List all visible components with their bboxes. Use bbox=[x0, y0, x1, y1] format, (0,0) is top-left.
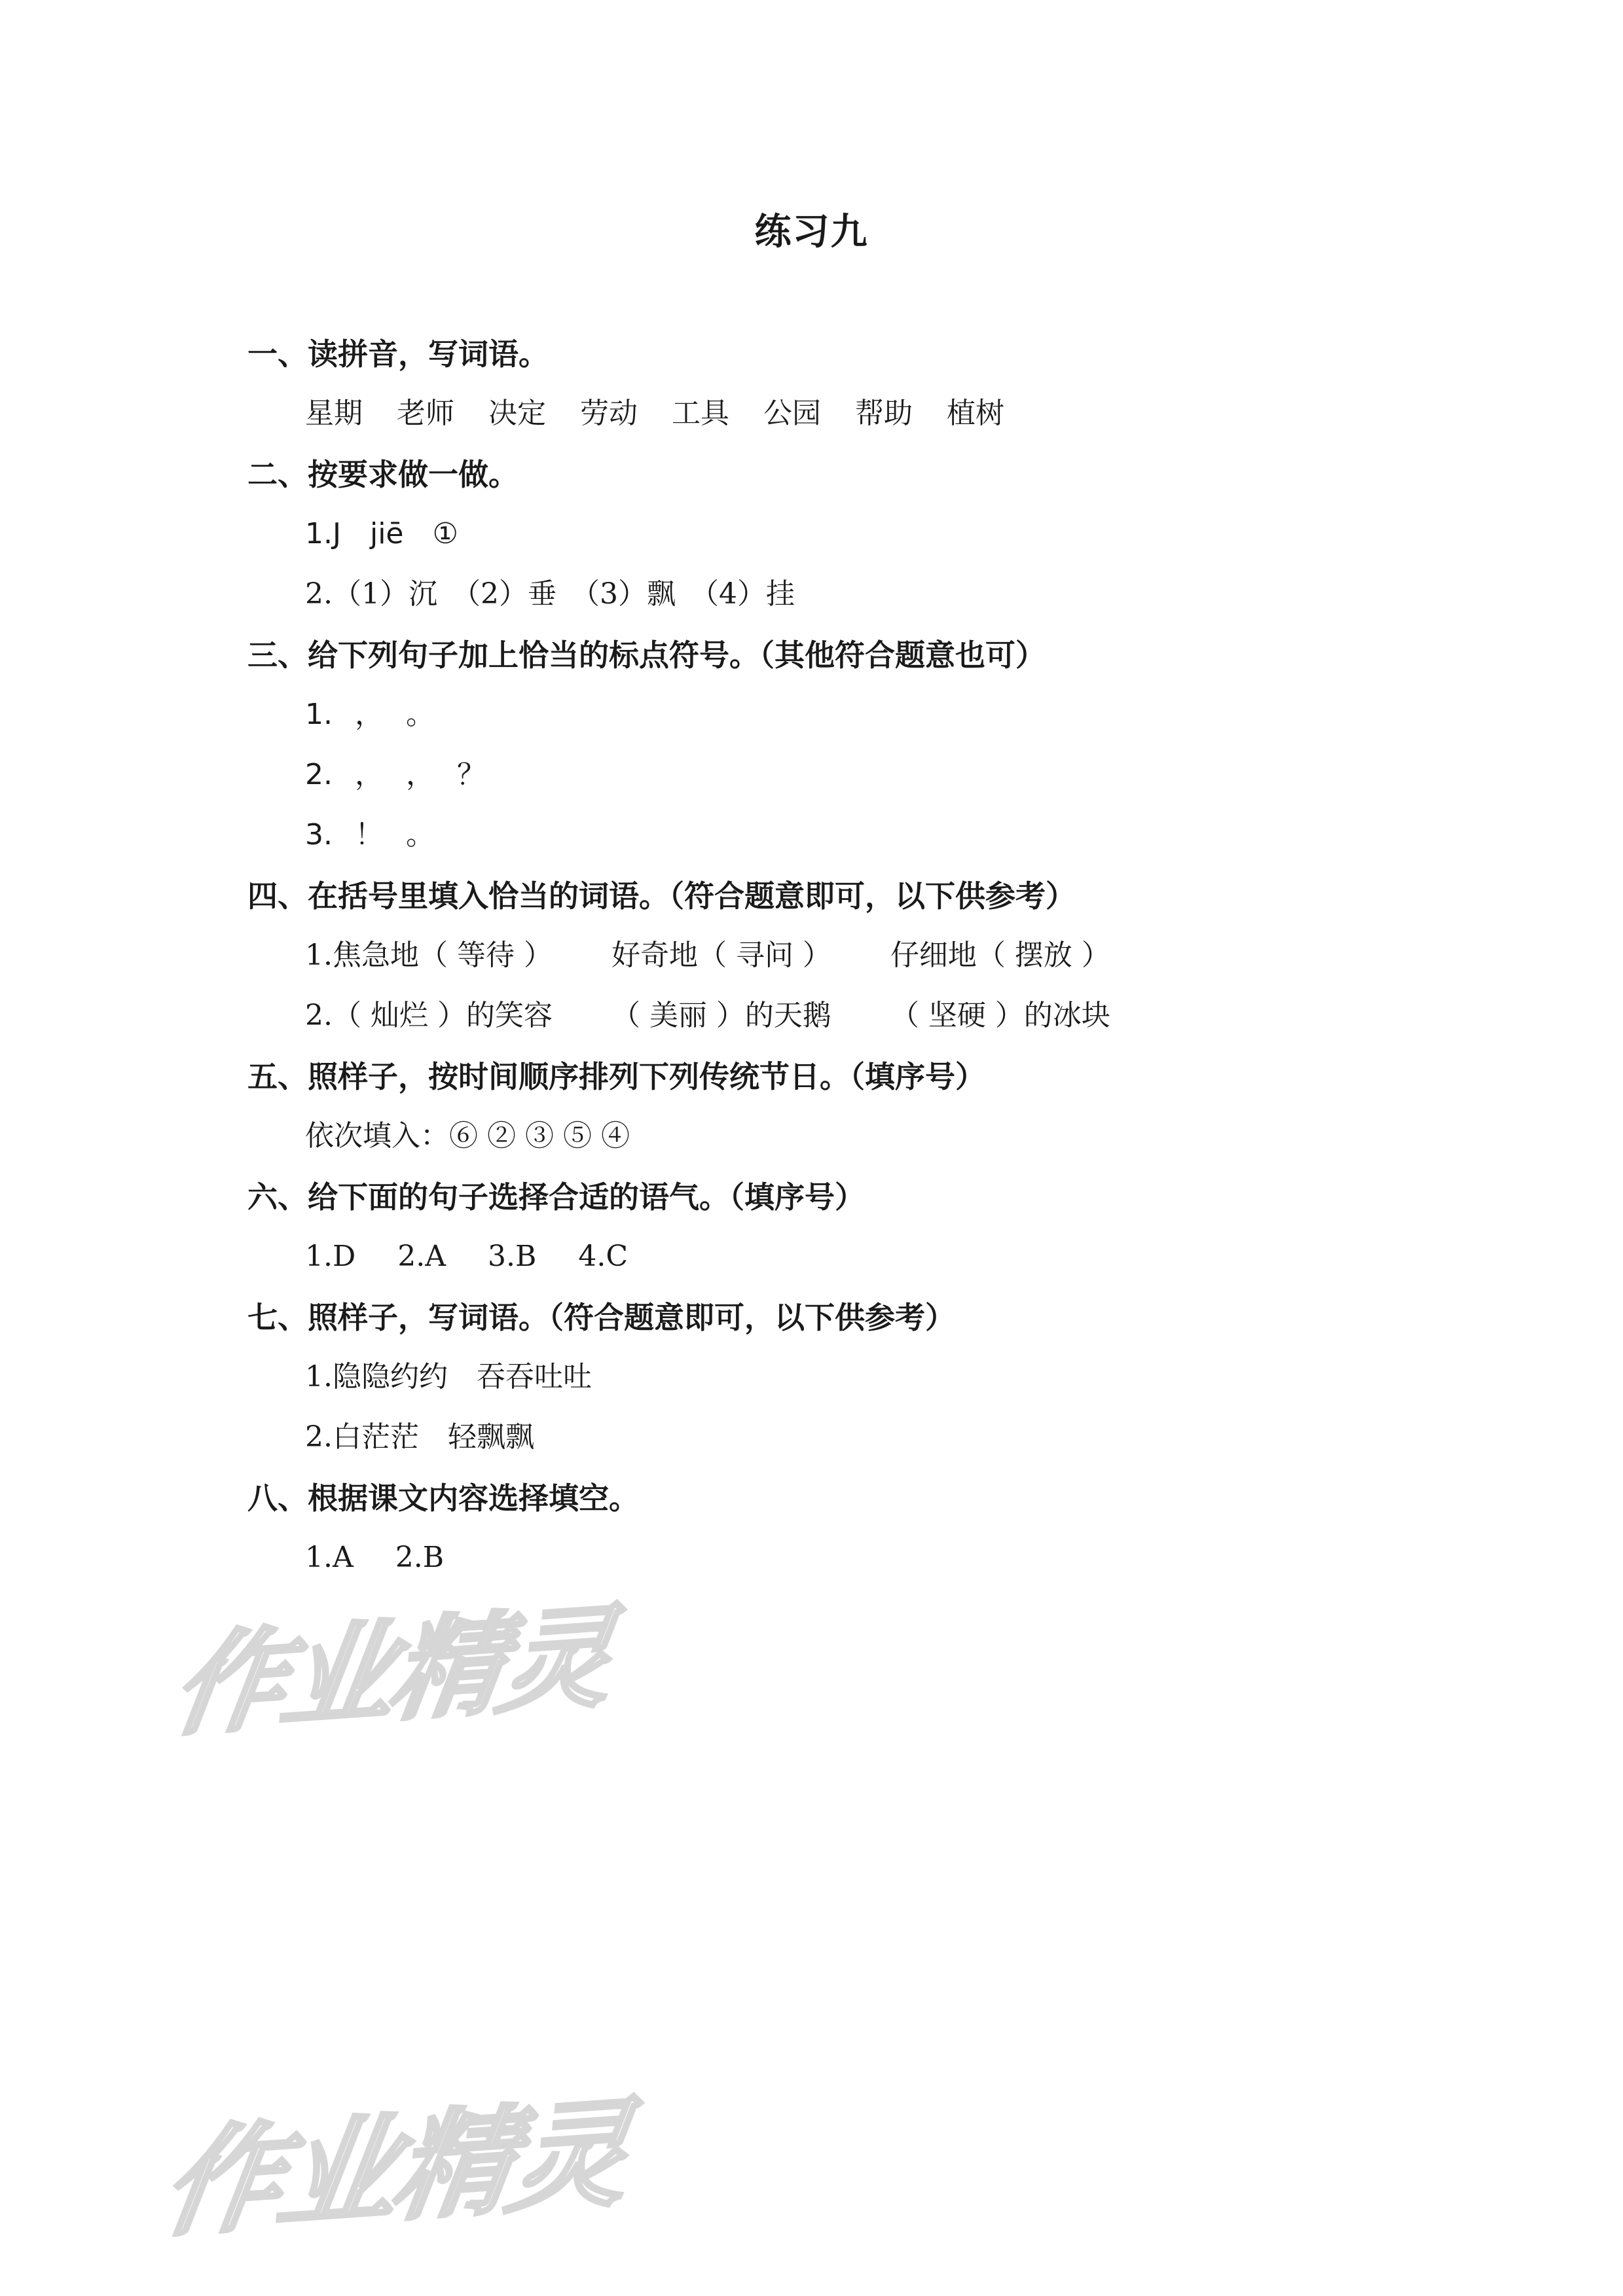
answer-item: 1.隐隐约约 bbox=[305, 1360, 448, 1393]
section-2-answer-line-1 bbox=[305, 517, 458, 550]
answer-item: 1.焦急地（ 等待 ） bbox=[305, 939, 553, 972]
answer-item: 依次填入：⑥ ② ③ ⑤ ④ bbox=[305, 1119, 630, 1153]
watermark-logo: 作业精灵 bbox=[154, 2085, 636, 2254]
answer-item: 好奇地（ 寻问 ） bbox=[611, 939, 831, 972]
section-3-answer-line-2 bbox=[305, 758, 486, 791]
section-4-heading: 四、在括号里填入恰当的词语。（符合题意即可，以下供参考） bbox=[247, 878, 1076, 914]
section-4-answer-line-1 bbox=[305, 941, 1110, 970]
section-7-answer-line-1 bbox=[305, 1360, 592, 1393]
answer-item: 吞吞吐吐 bbox=[476, 1360, 592, 1393]
answer-word: 公园 bbox=[763, 397, 821, 430]
answer-item: ？ bbox=[456, 758, 486, 791]
answer-item: ， bbox=[354, 758, 384, 791]
section-8-answer-line bbox=[305, 1543, 444, 1572]
section-8-heading: 八、根据课文内容选择填空。 bbox=[247, 1480, 639, 1516]
answer-item: 1.J bbox=[305, 517, 341, 550]
answer-item: 。 bbox=[405, 698, 435, 731]
answer-word: 老师 bbox=[397, 397, 454, 430]
answer-item: 2.（1）沉 bbox=[305, 577, 437, 611]
answer-item: 3. bbox=[305, 818, 333, 852]
section-1-heading: 一、读拼音，写词语。 bbox=[247, 336, 549, 372]
answer-item: 1.D bbox=[305, 1240, 356, 1273]
section-3-heading: 三、给下列句子加上恰当的标点符号。（其他符合题意也可） bbox=[247, 637, 1046, 673]
answer-item: 2.A bbox=[397, 1240, 447, 1273]
answer-item: 2.B bbox=[395, 1541, 445, 1574]
answer-item: （ 坚硬 ）的冰块 bbox=[890, 999, 1110, 1032]
section-6-answer-line bbox=[305, 1242, 628, 1271]
section-3-answer-line-3 bbox=[305, 818, 435, 852]
answer-word: 帮助 bbox=[855, 397, 913, 430]
answer-item: 轻飘飘 bbox=[447, 1420, 534, 1454]
answer-item: ！ bbox=[354, 818, 384, 852]
answer-item: （ 美丽 ）的天鹅 bbox=[611, 999, 831, 1032]
section-5-answer-line bbox=[305, 1119, 630, 1153]
section-7-answer-line-2 bbox=[305, 1420, 534, 1454]
answer-item: 仔细地（ 摆放 ） bbox=[890, 939, 1110, 972]
answer-item: （4）挂 bbox=[689, 577, 795, 611]
section-4-answer-line-2 bbox=[305, 1001, 1110, 1030]
answer-item: 。 bbox=[405, 818, 435, 852]
section-6-heading: 六、给下面的句子选择合适的语气。（填序号） bbox=[247, 1179, 865, 1215]
answer-word: 决定 bbox=[488, 397, 546, 430]
answer-item: 2. bbox=[305, 758, 333, 791]
answer-item: ， bbox=[405, 758, 435, 791]
section-5-heading: 五、照样子，按时间顺序排列下列传统节日。（填序号） bbox=[247, 1059, 985, 1094]
answer-word: 植树 bbox=[947, 397, 1004, 430]
answer-item: 2.（ 灿烂 ）的笑容 bbox=[305, 999, 553, 1032]
watermark-logo: 作业精灵 bbox=[164, 1592, 619, 1752]
answer-item: 1.A bbox=[305, 1541, 354, 1574]
answer-item: 1. bbox=[305, 698, 333, 731]
section-3-answer-line-1 bbox=[305, 700, 435, 729]
answer-item: ， bbox=[354, 698, 384, 731]
section-2-heading: 二、按要求做一做。 bbox=[247, 457, 519, 492]
answer-item: ① bbox=[432, 517, 458, 550]
answer-word: 劳动 bbox=[580, 397, 638, 430]
page-title: 练习九 bbox=[754, 211, 869, 253]
answer-word: 工具 bbox=[672, 397, 729, 430]
answer-item: 4.C bbox=[578, 1240, 629, 1273]
section-2-answer-line-2 bbox=[305, 577, 795, 611]
section-7-heading: 七、照样子，写词语。（符合题意即可，以下供参考） bbox=[247, 1300, 955, 1335]
answer-item: （3）飘 bbox=[570, 577, 676, 611]
answer-word: 星期 bbox=[305, 397, 363, 430]
section-1-answer-line bbox=[305, 399, 1004, 428]
answer-item: （2）垂 bbox=[451, 577, 556, 611]
answer-item: 3.B bbox=[488, 1240, 537, 1273]
answer-item: 2.白茫茫 bbox=[305, 1420, 419, 1454]
answer-item: jiē bbox=[369, 517, 404, 550]
